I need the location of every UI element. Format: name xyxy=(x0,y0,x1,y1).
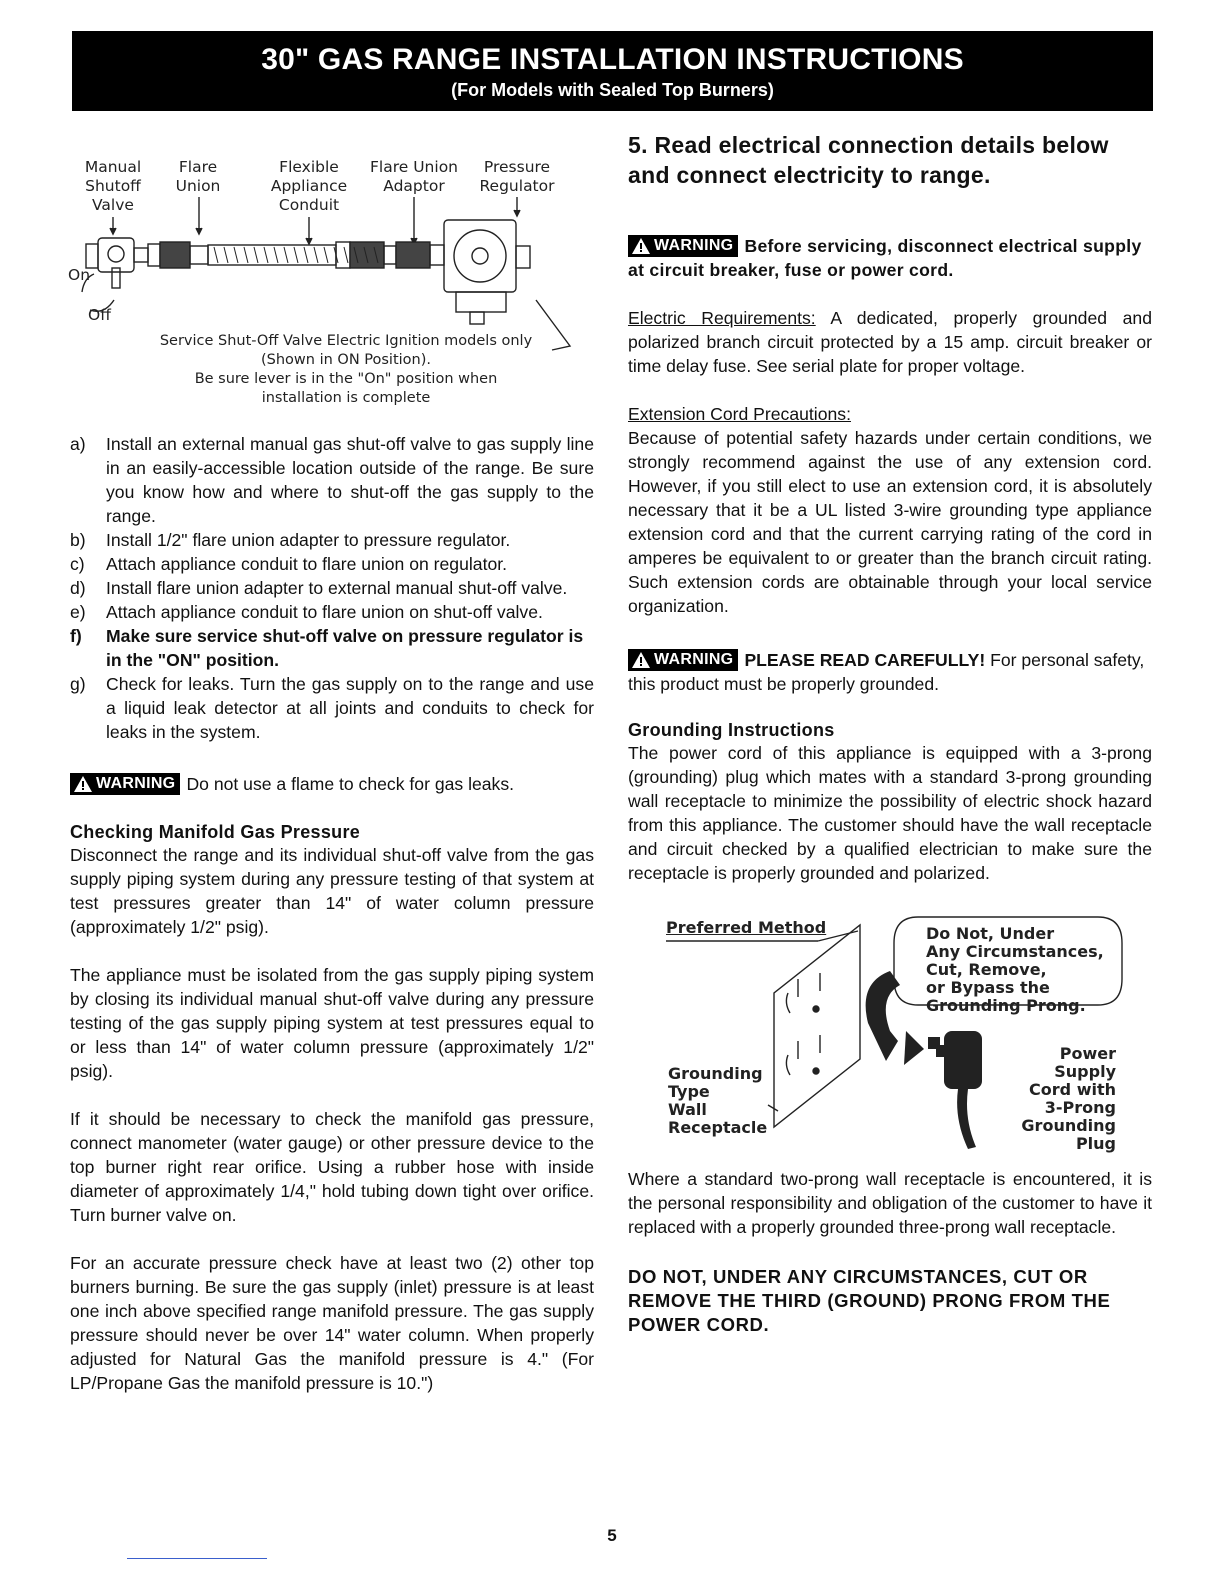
label-on: On xyxy=(68,266,91,284)
label-regulator: Pressure Regulator xyxy=(479,158,555,195)
electrical-warning: WARNING Before servicing, disconnect electrical supply at circuit breaker, fuse or power cord. xyxy=(628,236,1142,280)
extension-text: Because of potential safety hazards under certain conditions, we strongly recommend against the use of any extension cord. However, if you still elect to use an extension cord, it is absolutely necessary that it be a UL listed 3-wire grounding type appliance extension cord and that the current carrying rating of the cord in amperes be equivalent to or greater than the branch circuit rating. Such extension cords are obtainable through your local service organization. xyxy=(628,428,1152,616)
warning-icon xyxy=(631,237,651,255)
grounding-text: The power cord of this appliance is equipped with a 3-prong (grounding) plug which mates with a standard 3-prong grounding wall receptacle to minimize the possibility of electric shock hazard from this appliance. The customer should have the wall receptacle and circuit checked by a qualified electrician to make sure the receptacle is properly grounded and polarized. xyxy=(628,743,1152,883)
manifold-paragraph-3: If it should be necessary to check the manifold gas pressure, connect manometer (water gauge) or other pressure device to the top burner right rear orifice. Using a rubber hose with inside diameter of approximately 1/4," hold tubing down tight over orifice. Turn burner valve on. xyxy=(70,1109,594,1225)
step-5-title: 5. Read electrical connection details below and connect electricity to range. xyxy=(628,132,1109,188)
list-item: c) Attach appliance conduit to flare union on regulator. xyxy=(70,554,508,574)
warning-icon xyxy=(73,775,93,793)
do-not-callout: Do Not, Under Any Circumstances, Cut, Remove, or Bypass the Grounding Prong. xyxy=(926,924,1104,1015)
gas-connection-diagram xyxy=(66,150,590,412)
label-adaptor: Flare Union Adaptor xyxy=(370,158,458,195)
list-item: g) Check for leaks. Turn the gas supply on to the range and use a liquid leak detector at all joints and conduits to check for leaks in the system. xyxy=(70,674,594,742)
grounding-title: Grounding Instructions xyxy=(628,720,835,740)
manifold-paragraph-4: For an accurate pressure check have at least two (2) other top burners burning. Be sure the gas supply (inlet) pressure is at least one inch above specified range manifold pressure. The gas supply pressure should never be over 14" water column. When properly adjusted for Natural Gas the manifold pressure is 4." (For LP/Propane Gas the manifold pressure is 10.") xyxy=(70,1253,594,1393)
plug-label: Power Supply Cord with 3-Prong Grounding Plug xyxy=(1021,1044,1116,1153)
list-item: e) Attach appliance conduit to flare union on shut-off valve. xyxy=(70,602,543,622)
electric-requirements: Electric Requirements: A dedicated, properly grounded and polarized branch circuit protected by a 15 amp. circuit breaker or time delay fuse. See serial plate for proper voltage. xyxy=(628,308,1152,376)
list-item: f) Make sure service shut-off valve on pressure regulator is in the "ON" position. xyxy=(70,626,584,670)
list-item: b) Install 1/2" flare union adapter to pressure regulator. xyxy=(70,530,511,550)
left-column xyxy=(70,150,594,1395)
two-prong-text: Where a standard two-prong wall receptacle is encountered, it is the personal responsibility and obligation of the customer to have it replaced with a properly grounded three-prong wall receptacle. xyxy=(628,1169,1152,1237)
diagram-caption: Service Shut-Off Valve Electric Ignition models only (Shown in ON Position). Be sure lever is in the "On" position when installation is complete xyxy=(159,333,533,406)
grounding-warning: WARNING PLEASE READ CAREFULLY! For personal safety, this product must be properly grounded. xyxy=(628,650,1145,694)
final-warning: DO NOT, UNDER ANY CIRCUMSTANCES, CUT OR REMOVE THE THIRD (GROUND) PRONG FROM THE POWER CORD. xyxy=(628,1266,1111,1335)
label-manual-valve: Manual Shutoff Valve xyxy=(84,158,142,214)
page-title: 30" GAS RANGE INSTALLATION INSTRUCTIONS xyxy=(261,43,964,76)
warning-icon xyxy=(631,651,651,669)
preferred-method-label: Preferred Method xyxy=(666,918,827,937)
warning-badge: WARNING xyxy=(628,649,738,671)
label-conduit: Flexible Appliance Conduit xyxy=(270,158,348,214)
page-number: 5 xyxy=(607,1526,617,1545)
installation-steps xyxy=(70,432,594,744)
warning-badge: WARNING xyxy=(628,235,738,257)
manifold-paragraph-1: Disconnect the range and its individual shut-off valve from the gas supply piping system during any pressure testing of that system at test pressures greater than 14" of water column pressure (approximately 1/2" psig). xyxy=(70,845,594,937)
page-subtitle: (For Models with Sealed Top Burners) xyxy=(451,80,774,100)
list-item: a) Install an external manual gas shut-off valve to gas supply line in an easily-accessible location outside of the range. Be sure you know how and where to shut-off the gas supply to the range. xyxy=(70,434,594,526)
flame-warning: WARNING Do not use a flame to check for gas leaks. xyxy=(70,772,594,796)
right-column xyxy=(628,130,1152,1337)
grounding-diagram xyxy=(628,913,1152,1163)
manifold-title: Checking Manifold Gas Pressure xyxy=(70,822,361,842)
receptacle-label: Grounding Type Wall Receptacle xyxy=(668,1064,768,1137)
page-header xyxy=(72,31,1153,111)
manifold-paragraph-2: The appliance must be isolated from the gas supply piping system by closing its individual manual shut-off valve during any pressure testing of the gas supply piping system at test pressures equal to or less than 14" of water column pressure (approximately 1/2" psig). xyxy=(70,965,594,1081)
warning-badge: WARNING xyxy=(70,773,180,795)
extension-heading: Extension Cord Precautions: xyxy=(628,404,851,424)
label-flare-union: Flare Union xyxy=(175,158,221,195)
footer-rule xyxy=(127,1558,267,1559)
list-item: d) Install flare union adapter to external manual shut-off valve. xyxy=(70,578,568,598)
label-off: Off xyxy=(88,306,111,324)
